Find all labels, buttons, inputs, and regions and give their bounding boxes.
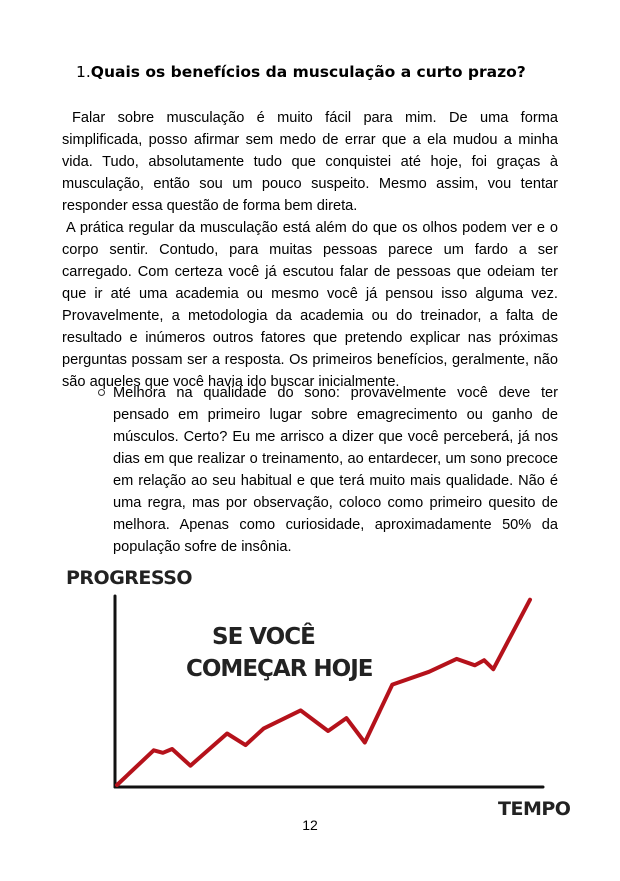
bullet-list-item [98,382,558,558]
paragraph: Falar sobre musculação é muito fácil para mim. De uma forma simplificada, posso afirmar sem medo de errar que a ela mudou a minha vida. Tudo, absolutamente tudo que conquistei até hoje, foi graças à musculação, então sou um pouco suspeito. Mesmo assim, vou tentar responder essa questão de forma bem direta. [62,110,558,214]
bullet-text: Melhora na qualidade do sono: provavelmente você deve ter pensado em primeiro lugar sobre emagrecimento ou ganho de músculos. Certo? Eu me arrisco a dizer que você perceberá, já nos dias em que realizar o treinamento, ao entardecer, um sono precoce em relação ao seu habitual e que terá muito mais qualidade. Não é uma regra, mas por observação, coloco como primeiro quesito de melhora. Apenas como curiosidade, aproximadamente 50% da população sofre de insônia. [113,385,558,555]
chart-annotation-line1: SE VOCÊ [212,624,315,650]
heading-text: Quais os benefícios da musculação a curto prazo? [90,63,526,81]
section-heading [76,63,526,81]
heading-number: 1. [76,63,91,81]
chart-annotation-line2: COMEÇAR HOJE [186,656,373,682]
x-axis-label: TEMPO [498,798,571,820]
progress-chart [60,560,571,825]
circle-bullet-icon [98,389,105,396]
y-axis-label: PROGRESSO [66,567,193,589]
paragraph: A prática regular da musculação está além do que os olhos podem ver e o corpo sentir. Contudo, para muitas pessoas parece um fardo a ser carregado. Com certeza você já escutou falar de pessoas que odeiam ter que ir até uma academia ou mesmo você já pensou isso alguma vez. Provavelmente, a metodologia da academia ou do treinador, a falta de resultado e inúmeros outros fatores que pretendo explicar nas próximas perguntas possam ser a resposta. Os primeiros benefícios, geralmente, não são aqueles que você havia ido buscar inicialmente. [62,220,558,390]
progress-series-line [117,600,530,785]
page-number: 12 [302,817,318,833]
